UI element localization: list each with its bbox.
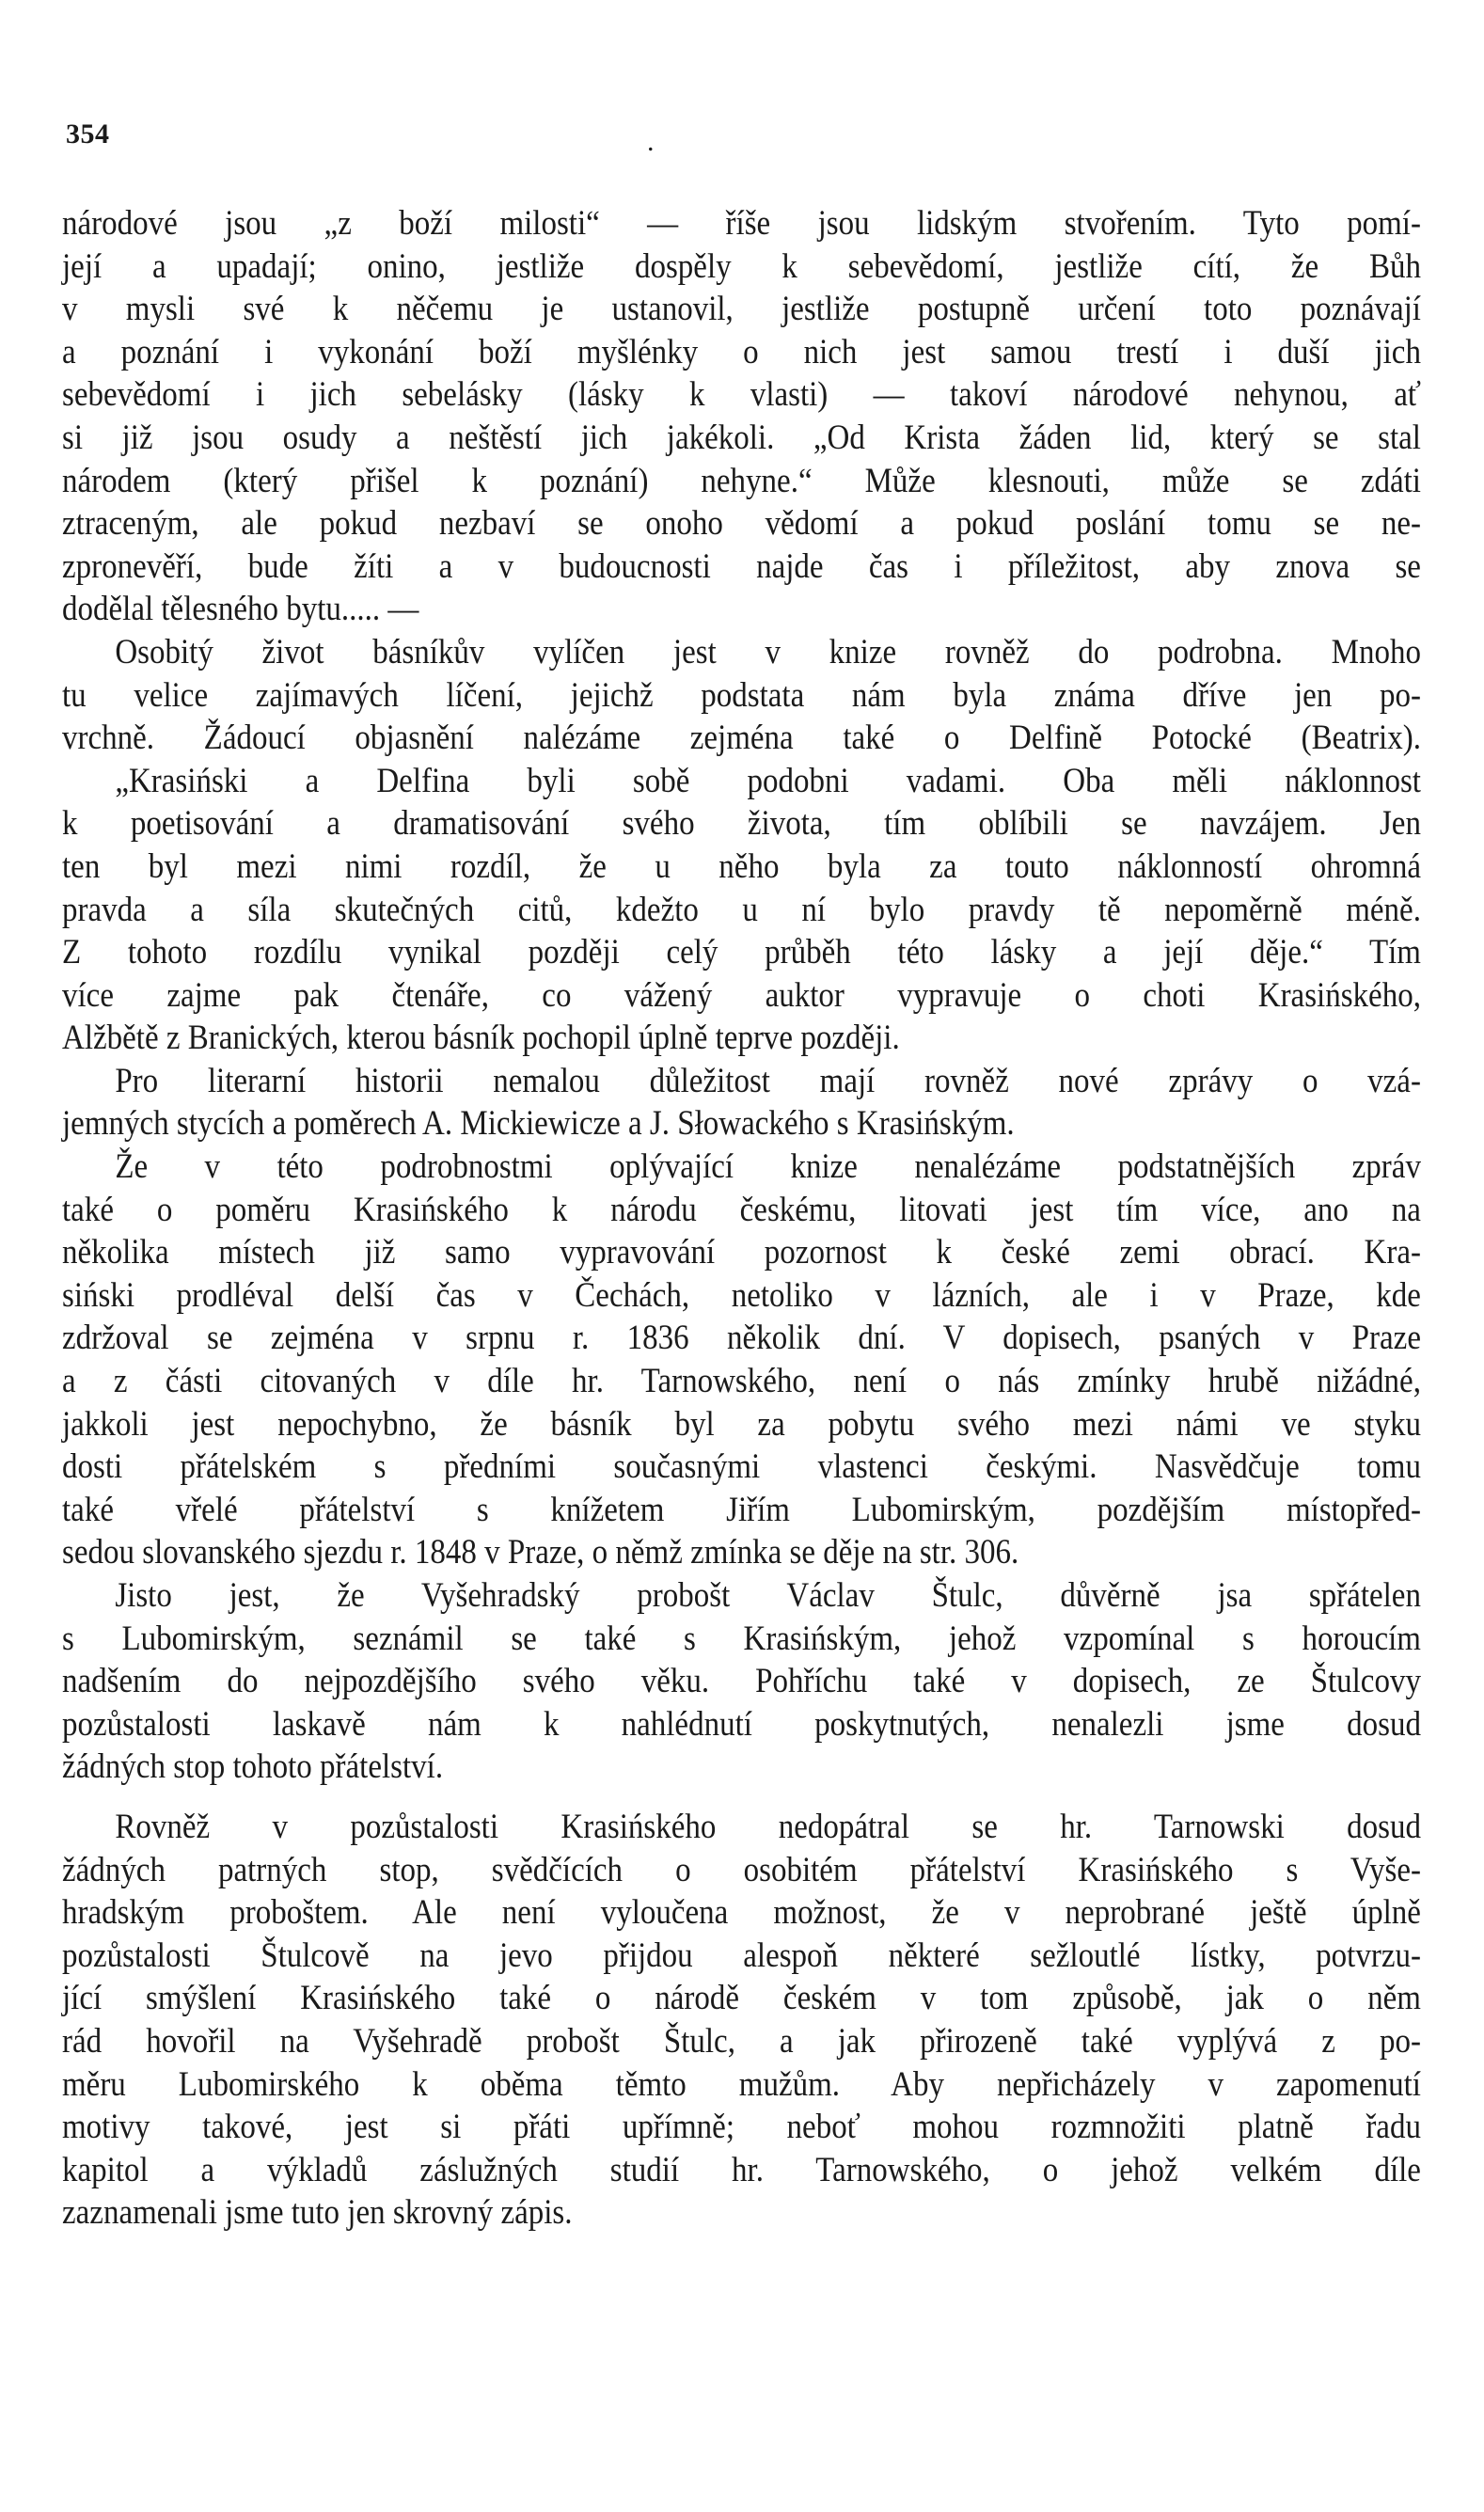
text-line: Pro literarní historii nemalou důležitost mají rovněž nové zprávy o vzá- <box>115 1061 1421 1100</box>
text-line: národem (který přišel k poznání) nehyne.“ Může klesnouti, může se zdáti <box>62 461 1421 500</box>
text-line: Jisto jest, že Vyšehradský probošt Václav Štulc, důvěrně jsa spřátelen <box>115 1576 1421 1615</box>
text-line: Osobitý život básníkův vylíčen jest v knize rovněž do podrobna. Mnoho <box>115 632 1421 671</box>
text-line: ten byl mezi nimi rozdíl, že u něho byla za touto náklonností ohromná <box>62 846 1421 886</box>
text-line: v mysli své k něčemu je ustanovil, jestliže postupně určení toto poznávají <box>62 290 1421 329</box>
text-line: vrchně. Žádoucí objasnění nalézáme zejména také o Delfině Potocké (Beatrix). <box>62 719 1421 758</box>
paragraph <box>62 1060 1421 1145</box>
text-line: tu velice zajímavých líčení, jejichž podstata nám byla známa dříve jen po- <box>62 675 1421 715</box>
text-line: pozůstalosti laskavě nám k nahlédnutí poskytnutých, nenalezli jsme dosud <box>62 1704 1421 1744</box>
text-line: sedou slovanského sjezdu r. 1848 v Praze, o němž zmínka se děje na str. 306. <box>62 1533 1019 1572</box>
text-line: k poetisování a dramatisování svého života, tím oblíbili se navzájem. Jen <box>62 804 1421 844</box>
text-line: několika místech již samo vypravování pozornost k české zemi obrací. Kra- <box>62 1233 1421 1272</box>
paragraph <box>62 631 1421 1060</box>
text-line: jemných stycích a poměrech A. Mickiewicze a J. Słowackého s Krasińským. <box>62 1104 1015 1144</box>
text-line: jící smýšlení Krasińského také o národě českém v tom způsobě, jak o něm <box>62 1979 1421 2018</box>
text-line: kapitol a výkladů záslužných studií hr. Tarnowského, o jehož velkém díle <box>62 2150 1421 2189</box>
text-line: dosti přátelském s předními současnými vlastenci českými. Nasvědčuje tomu <box>62 1447 1421 1487</box>
text-line: Rovněž v pozůstalosti Krasińského nedopátral se hr. Tarnowski dosud <box>115 1807 1421 1846</box>
text-line: motivy takové, jest si přáti upřímně; neboť mohou rozmnožiti platně řadu <box>62 2108 1421 2147</box>
text-line: nadšením do nejpozdějšího svého věku. Pohříchu také v dopisech, ze Štulcovy <box>62 1662 1421 1701</box>
text-line: měru Lubomirského k oběma těmto mužům. Aby nepřicházely v zapomenutí <box>62 2064 1421 2104</box>
text-line: jakkoli jest nepochybno, že básník byl za pobytu svého mezi námi ve styku <box>62 1404 1421 1444</box>
text-line: „Krasiński a Delfina byli sobě podobni vadami. Oba měli náklonnost <box>115 761 1421 800</box>
text-line: zaznamenali jsme tuto jen skrovný zápis. <box>62 2193 573 2233</box>
text-line: její a upadají; onino, jestliže dospěly k sebevědomí, jestliže cítí, že Bůh <box>62 246 1421 286</box>
paragraph <box>62 1145 1421 1574</box>
body-text <box>62 202 1421 2235</box>
text-line: si již jsou osudy a neštěstí jich jakékoli. „Od Krista žáden lid, který se stal <box>62 418 1421 457</box>
top-mark: . <box>647 126 655 157</box>
text-line: také o poměru Krasińského k národu českému, litovati jest tím více, ano na <box>62 1190 1421 1229</box>
paragraph <box>62 1806 1421 2235</box>
text-line: Alžbětě z Branických, kterou básník pochopil úplně teprve později. <box>62 1019 900 1058</box>
text-line: více zajme pak čtenáře, co vážený auktor vypravuje o choti Krasińského, <box>62 975 1421 1015</box>
page-number: 354 <box>66 118 110 150</box>
text-line: sebevědomí i jich sebelásky (lásky k vlasti) — takoví národové nehynou, ať <box>62 375 1421 415</box>
text-line: Z tohoto rozdílu vynikal později celý průběh této lásky a její děje.“ Tím <box>62 933 1421 972</box>
text-line: také vřelé přátelství s knížetem Jiřím Lubomirským, pozdějším místopřed- <box>62 1490 1421 1529</box>
text-line: siński prodléval delší čas v Čechách, netoliko v lázních, ale i v Praze, kde <box>62 1275 1421 1315</box>
text-line: zpronevěří, bude žíti a v budoucnosti najde čas i příležitost, aby znova se <box>62 546 1421 586</box>
text-line: s Lubomirským, seznámil se také s Krasińským, jehož vzpomínal s horoucím <box>62 1619 1421 1658</box>
text-line: rád hovořil na Vyšehradě probošt Štulc, a jak přirozeně také vyplývá z po- <box>62 2021 1421 2061</box>
paragraph <box>62 1574 1421 1789</box>
text-line: a z části citovaných v díle hr. Tarnowského, není o nás zmínky hrubě nižádné, <box>62 1362 1421 1401</box>
text-line: pravda a síla skutečných citů, kdežto u ní bylo pravdy tě nepoměrně méně. <box>62 890 1421 929</box>
text-line: pozůstalosti Štulcově na jevo přijdou alespoň některé sežloutlé lístky, potvrzu- <box>62 1935 1421 1975</box>
text-line: dodělal tělesného bytu..... — <box>62 590 419 629</box>
text-line: zdržoval se zejména v srpnu r. 1836 několik dní. V dopisech, psaných v Praze <box>62 1319 1421 1358</box>
text-line: hradským proboštem. Ale není vyloučena možnost, že v neprobrané ještě úplně <box>62 1893 1421 1933</box>
text-line: a poznání i vykonání boží myšlénky o nich jest samou trestí i duší jich <box>62 332 1421 371</box>
paragraph <box>62 202 1421 631</box>
text-line: národové jsou „z boží milosti“ — říše jsou lidským stvořením. Tyto pomí- <box>62 204 1421 243</box>
text-line: Že v této podrobnostmi oplývající knize nenalézáme podstatnějších zpráv <box>115 1147 1421 1187</box>
text-line: žádných stop tohoto přátelství. <box>62 1747 444 1787</box>
text-line: žádných patrných stop, svědčících o osobitém přátelství Krasińského s Vyše- <box>62 1850 1421 1889</box>
text-line: ztraceným, ale pokud nezbaví se onoho vědomí a pokud poslání tomu se ne- <box>62 504 1421 544</box>
